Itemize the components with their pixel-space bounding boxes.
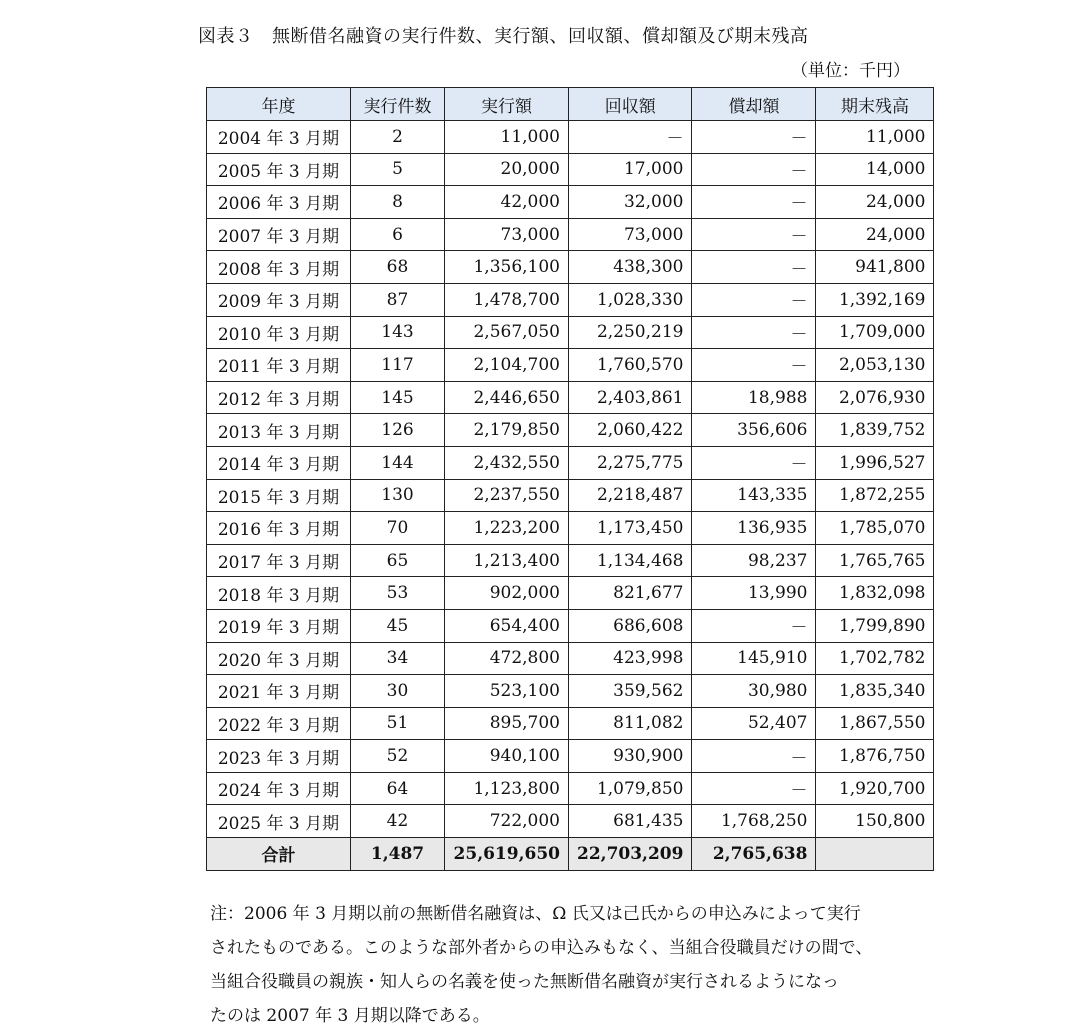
col-header-balance: 期末残高 bbox=[816, 88, 934, 121]
total-count: 1,487 bbox=[351, 838, 445, 871]
table-row bbox=[207, 740, 934, 773]
cell-count: 65 bbox=[351, 544, 445, 577]
cell-collected: 2,250,219 bbox=[569, 316, 692, 349]
cell-year: 2008 年 3 月期 bbox=[207, 251, 351, 284]
table-row bbox=[207, 283, 934, 316]
cell-balance: 150,800 bbox=[816, 805, 934, 838]
cell-executed: 1,356,100 bbox=[445, 251, 569, 284]
cell-count: 130 bbox=[351, 479, 445, 512]
cell-count: 34 bbox=[351, 642, 445, 675]
cell-writeoff: － bbox=[692, 283, 816, 316]
cell-count: 2 bbox=[351, 121, 445, 154]
cell-executed: 902,000 bbox=[445, 577, 569, 610]
cell-balance: 1,765,765 bbox=[816, 544, 934, 577]
cell-executed: 654,400 bbox=[445, 609, 569, 642]
cell-collected: 32,000 bbox=[569, 186, 692, 219]
cell-count: 51 bbox=[351, 707, 445, 740]
cell-balance: 1,702,782 bbox=[816, 642, 934, 675]
cell-collected: 2,275,775 bbox=[569, 446, 692, 479]
cell-collected: 438,300 bbox=[569, 251, 692, 284]
loan-table bbox=[206, 87, 934, 871]
cell-year: 2017 年 3 月期 bbox=[207, 544, 351, 577]
cell-year: 2018 年 3 月期 bbox=[207, 577, 351, 610]
cell-executed: 940,100 bbox=[445, 740, 569, 773]
table-row bbox=[207, 381, 934, 414]
table-row bbox=[207, 186, 934, 219]
cell-year: 2013 年 3 月期 bbox=[207, 414, 351, 447]
table-row bbox=[207, 707, 934, 740]
cell-executed: 11,000 bbox=[445, 121, 569, 154]
cell-collected: 2,218,487 bbox=[569, 479, 692, 512]
table-row bbox=[207, 609, 934, 642]
cell-writeoff: 13,990 bbox=[692, 577, 816, 610]
cell-collected: 2,403,861 bbox=[569, 381, 692, 414]
cell-executed: 2,104,700 bbox=[445, 349, 569, 382]
cell-writeoff: 18,988 bbox=[692, 381, 816, 414]
cell-collected: 686,608 bbox=[569, 609, 692, 642]
cell-balance: 11,000 bbox=[816, 121, 934, 154]
cell-year: 2023 年 3 月期 bbox=[207, 740, 351, 773]
cell-writeoff: － bbox=[692, 349, 816, 382]
table-row bbox=[207, 479, 934, 512]
cell-balance: 941,800 bbox=[816, 251, 934, 284]
cell-executed: 42,000 bbox=[445, 186, 569, 219]
table-row bbox=[207, 218, 934, 251]
cell-year: 2015 年 3 月期 bbox=[207, 479, 351, 512]
cell-balance: 1,876,750 bbox=[816, 740, 934, 773]
total-row bbox=[207, 838, 934, 871]
cell-count: 126 bbox=[351, 414, 445, 447]
cell-count: 52 bbox=[351, 740, 445, 773]
table-row bbox=[207, 414, 934, 447]
cell-balance: 1,867,550 bbox=[816, 707, 934, 740]
cell-balance: 1,392,169 bbox=[816, 283, 934, 316]
cell-collected: 930,900 bbox=[569, 740, 692, 773]
table-row bbox=[207, 316, 934, 349]
cell-collected: － bbox=[569, 121, 692, 154]
cell-balance: 1,799,890 bbox=[816, 609, 934, 642]
footnote-line: 当組合役職員の親族・知人らの名義を使った無断借名融資が実行されるようになっ bbox=[210, 972, 839, 992]
cell-count: 145 bbox=[351, 381, 445, 414]
cell-collected: 811,082 bbox=[569, 707, 692, 740]
table-row bbox=[207, 349, 934, 382]
cell-count: 143 bbox=[351, 316, 445, 349]
cell-count: 45 bbox=[351, 609, 445, 642]
cell-collected: 1,134,468 bbox=[569, 544, 692, 577]
cell-collected: 681,435 bbox=[569, 805, 692, 838]
cell-balance: 2,053,130 bbox=[816, 349, 934, 382]
cell-collected: 1,079,850 bbox=[569, 772, 692, 805]
cell-writeoff: 52,407 bbox=[692, 707, 816, 740]
cell-balance: 24,000 bbox=[816, 186, 934, 219]
cell-executed: 1,213,400 bbox=[445, 544, 569, 577]
footnote-line: たのは 2007 年 3 月期以降である。 bbox=[210, 1006, 490, 1026]
unit-label: （単位：千円） bbox=[791, 61, 910, 81]
cell-writeoff: － bbox=[692, 740, 816, 773]
footnote-line: されたものである。このような部外者からの申込みもなく、当組合役職員だけの間で、 bbox=[210, 938, 873, 958]
total-executed: 25,619,650 bbox=[445, 838, 569, 871]
table-row bbox=[207, 153, 934, 186]
cell-writeoff: － bbox=[692, 218, 816, 251]
figure-title: 図表３ 無断借名融資の実行件数、実行額、回収額、償却額及び期末残高 bbox=[198, 26, 809, 47]
cell-year: 2011 年 3 月期 bbox=[207, 349, 351, 382]
cell-executed: 2,446,650 bbox=[445, 381, 569, 414]
cell-year: 2021 年 3 月期 bbox=[207, 675, 351, 708]
cell-year: 2010 年 3 月期 bbox=[207, 316, 351, 349]
cell-writeoff: 145,910 bbox=[692, 642, 816, 675]
cell-balance: 1,835,340 bbox=[816, 675, 934, 708]
cell-writeoff: 30,980 bbox=[692, 675, 816, 708]
cell-collected: 73,000 bbox=[569, 218, 692, 251]
table-row bbox=[207, 805, 934, 838]
table-row bbox=[207, 544, 934, 577]
cell-writeoff: 143,335 bbox=[692, 479, 816, 512]
cell-executed: 1,123,800 bbox=[445, 772, 569, 805]
cell-year: 2022 年 3 月期 bbox=[207, 707, 351, 740]
cell-executed: 2,237,550 bbox=[445, 479, 569, 512]
cell-balance: 1,839,752 bbox=[816, 414, 934, 447]
cell-writeoff: － bbox=[692, 251, 816, 284]
cell-balance: 2,076,930 bbox=[816, 381, 934, 414]
cell-year: 2014 年 3 月期 bbox=[207, 446, 351, 479]
cell-writeoff: － bbox=[692, 772, 816, 805]
cell-year: 2024 年 3 月期 bbox=[207, 772, 351, 805]
cell-writeoff: 1,768,250 bbox=[692, 805, 816, 838]
cell-executed: 523,100 bbox=[445, 675, 569, 708]
cell-executed: 2,179,850 bbox=[445, 414, 569, 447]
cell-year: 2006 年 3 月期 bbox=[207, 186, 351, 219]
cell-executed: 20,000 bbox=[445, 153, 569, 186]
cell-collected: 359,562 bbox=[569, 675, 692, 708]
cell-executed: 73,000 bbox=[445, 218, 569, 251]
cell-year: 2004 年 3 月期 bbox=[207, 121, 351, 154]
cell-count: 70 bbox=[351, 512, 445, 545]
cell-count: 144 bbox=[351, 446, 445, 479]
cell-executed: 1,223,200 bbox=[445, 512, 569, 545]
col-header-year: 年度 bbox=[207, 88, 351, 121]
cell-balance: 1,832,098 bbox=[816, 577, 934, 610]
cell-executed: 895,700 bbox=[445, 707, 569, 740]
cell-count: 53 bbox=[351, 577, 445, 610]
cell-collected: 1,028,330 bbox=[569, 283, 692, 316]
cell-writeoff: － bbox=[692, 121, 816, 154]
cell-count: 6 bbox=[351, 218, 445, 251]
cell-balance: 1,872,255 bbox=[816, 479, 934, 512]
cell-count: 68 bbox=[351, 251, 445, 284]
cell-balance: 1,920,700 bbox=[816, 772, 934, 805]
total-collected: 22,703,209 bbox=[569, 838, 692, 871]
cell-count: 8 bbox=[351, 186, 445, 219]
cell-collected: 1,760,570 bbox=[569, 349, 692, 382]
cell-writeoff: － bbox=[692, 186, 816, 219]
cell-writeoff: － bbox=[692, 153, 816, 186]
col-header-writeoff: 償却額 bbox=[692, 88, 816, 121]
cell-year: 2025 年 3 月期 bbox=[207, 805, 351, 838]
table-row bbox=[207, 772, 934, 805]
cell-writeoff: － bbox=[692, 609, 816, 642]
footnote bbox=[210, 897, 940, 1033]
cell-count: 117 bbox=[351, 349, 445, 382]
col-header-collected: 回収額 bbox=[569, 88, 692, 121]
cell-collected: 1,173,450 bbox=[569, 512, 692, 545]
cell-writeoff: 136,935 bbox=[692, 512, 816, 545]
total-label: 合計 bbox=[207, 838, 351, 871]
cell-balance: 1,785,070 bbox=[816, 512, 934, 545]
cell-executed: 722,000 bbox=[445, 805, 569, 838]
table-row bbox=[207, 675, 934, 708]
cell-count: 30 bbox=[351, 675, 445, 708]
col-header-executed: 実行額 bbox=[445, 88, 569, 121]
cell-year: 2016 年 3 月期 bbox=[207, 512, 351, 545]
total-writeoff: 2,765,638 bbox=[692, 838, 816, 871]
cell-collected: 423,998 bbox=[569, 642, 692, 675]
cell-executed: 472,800 bbox=[445, 642, 569, 675]
cell-year: 2005 年 3 月期 bbox=[207, 153, 351, 186]
col-header-count: 実行件数 bbox=[351, 88, 445, 121]
cell-year: 2007 年 3 月期 bbox=[207, 218, 351, 251]
cell-balance: 1,996,527 bbox=[816, 446, 934, 479]
cell-count: 42 bbox=[351, 805, 445, 838]
cell-count: 64 bbox=[351, 772, 445, 805]
cell-writeoff: － bbox=[692, 316, 816, 349]
cell-collected: 821,677 bbox=[569, 577, 692, 610]
table-header-row bbox=[207, 88, 934, 121]
cell-balance: 24,000 bbox=[816, 218, 934, 251]
cell-year: 2020 年 3 月期 bbox=[207, 642, 351, 675]
cell-count: 87 bbox=[351, 283, 445, 316]
table-row bbox=[207, 577, 934, 610]
cell-executed: 2,567,050 bbox=[445, 316, 569, 349]
cell-year: 2019 年 3 月期 bbox=[207, 609, 351, 642]
table-row bbox=[207, 446, 934, 479]
total-balance bbox=[816, 838, 934, 871]
table-row bbox=[207, 512, 934, 545]
cell-writeoff: 356,606 bbox=[692, 414, 816, 447]
cell-executed: 1,478,700 bbox=[445, 283, 569, 316]
cell-count: 5 bbox=[351, 153, 445, 186]
footnote-line: 注：2006 年 3 月期以前の無断借名融資は、Ω 氏又は己氏からの申込みによって実行 bbox=[210, 904, 861, 924]
cell-executed: 2,432,550 bbox=[445, 446, 569, 479]
table-row bbox=[207, 251, 934, 284]
cell-writeoff: 98,237 bbox=[692, 544, 816, 577]
cell-writeoff: － bbox=[692, 446, 816, 479]
cell-year: 2009 年 3 月期 bbox=[207, 283, 351, 316]
cell-collected: 17,000 bbox=[569, 153, 692, 186]
table-row bbox=[207, 121, 934, 154]
cell-balance: 14,000 bbox=[816, 153, 934, 186]
cell-balance: 1,709,000 bbox=[816, 316, 934, 349]
cell-collected: 2,060,422 bbox=[569, 414, 692, 447]
cell-year: 2012 年 3 月期 bbox=[207, 381, 351, 414]
table-row bbox=[207, 642, 934, 675]
